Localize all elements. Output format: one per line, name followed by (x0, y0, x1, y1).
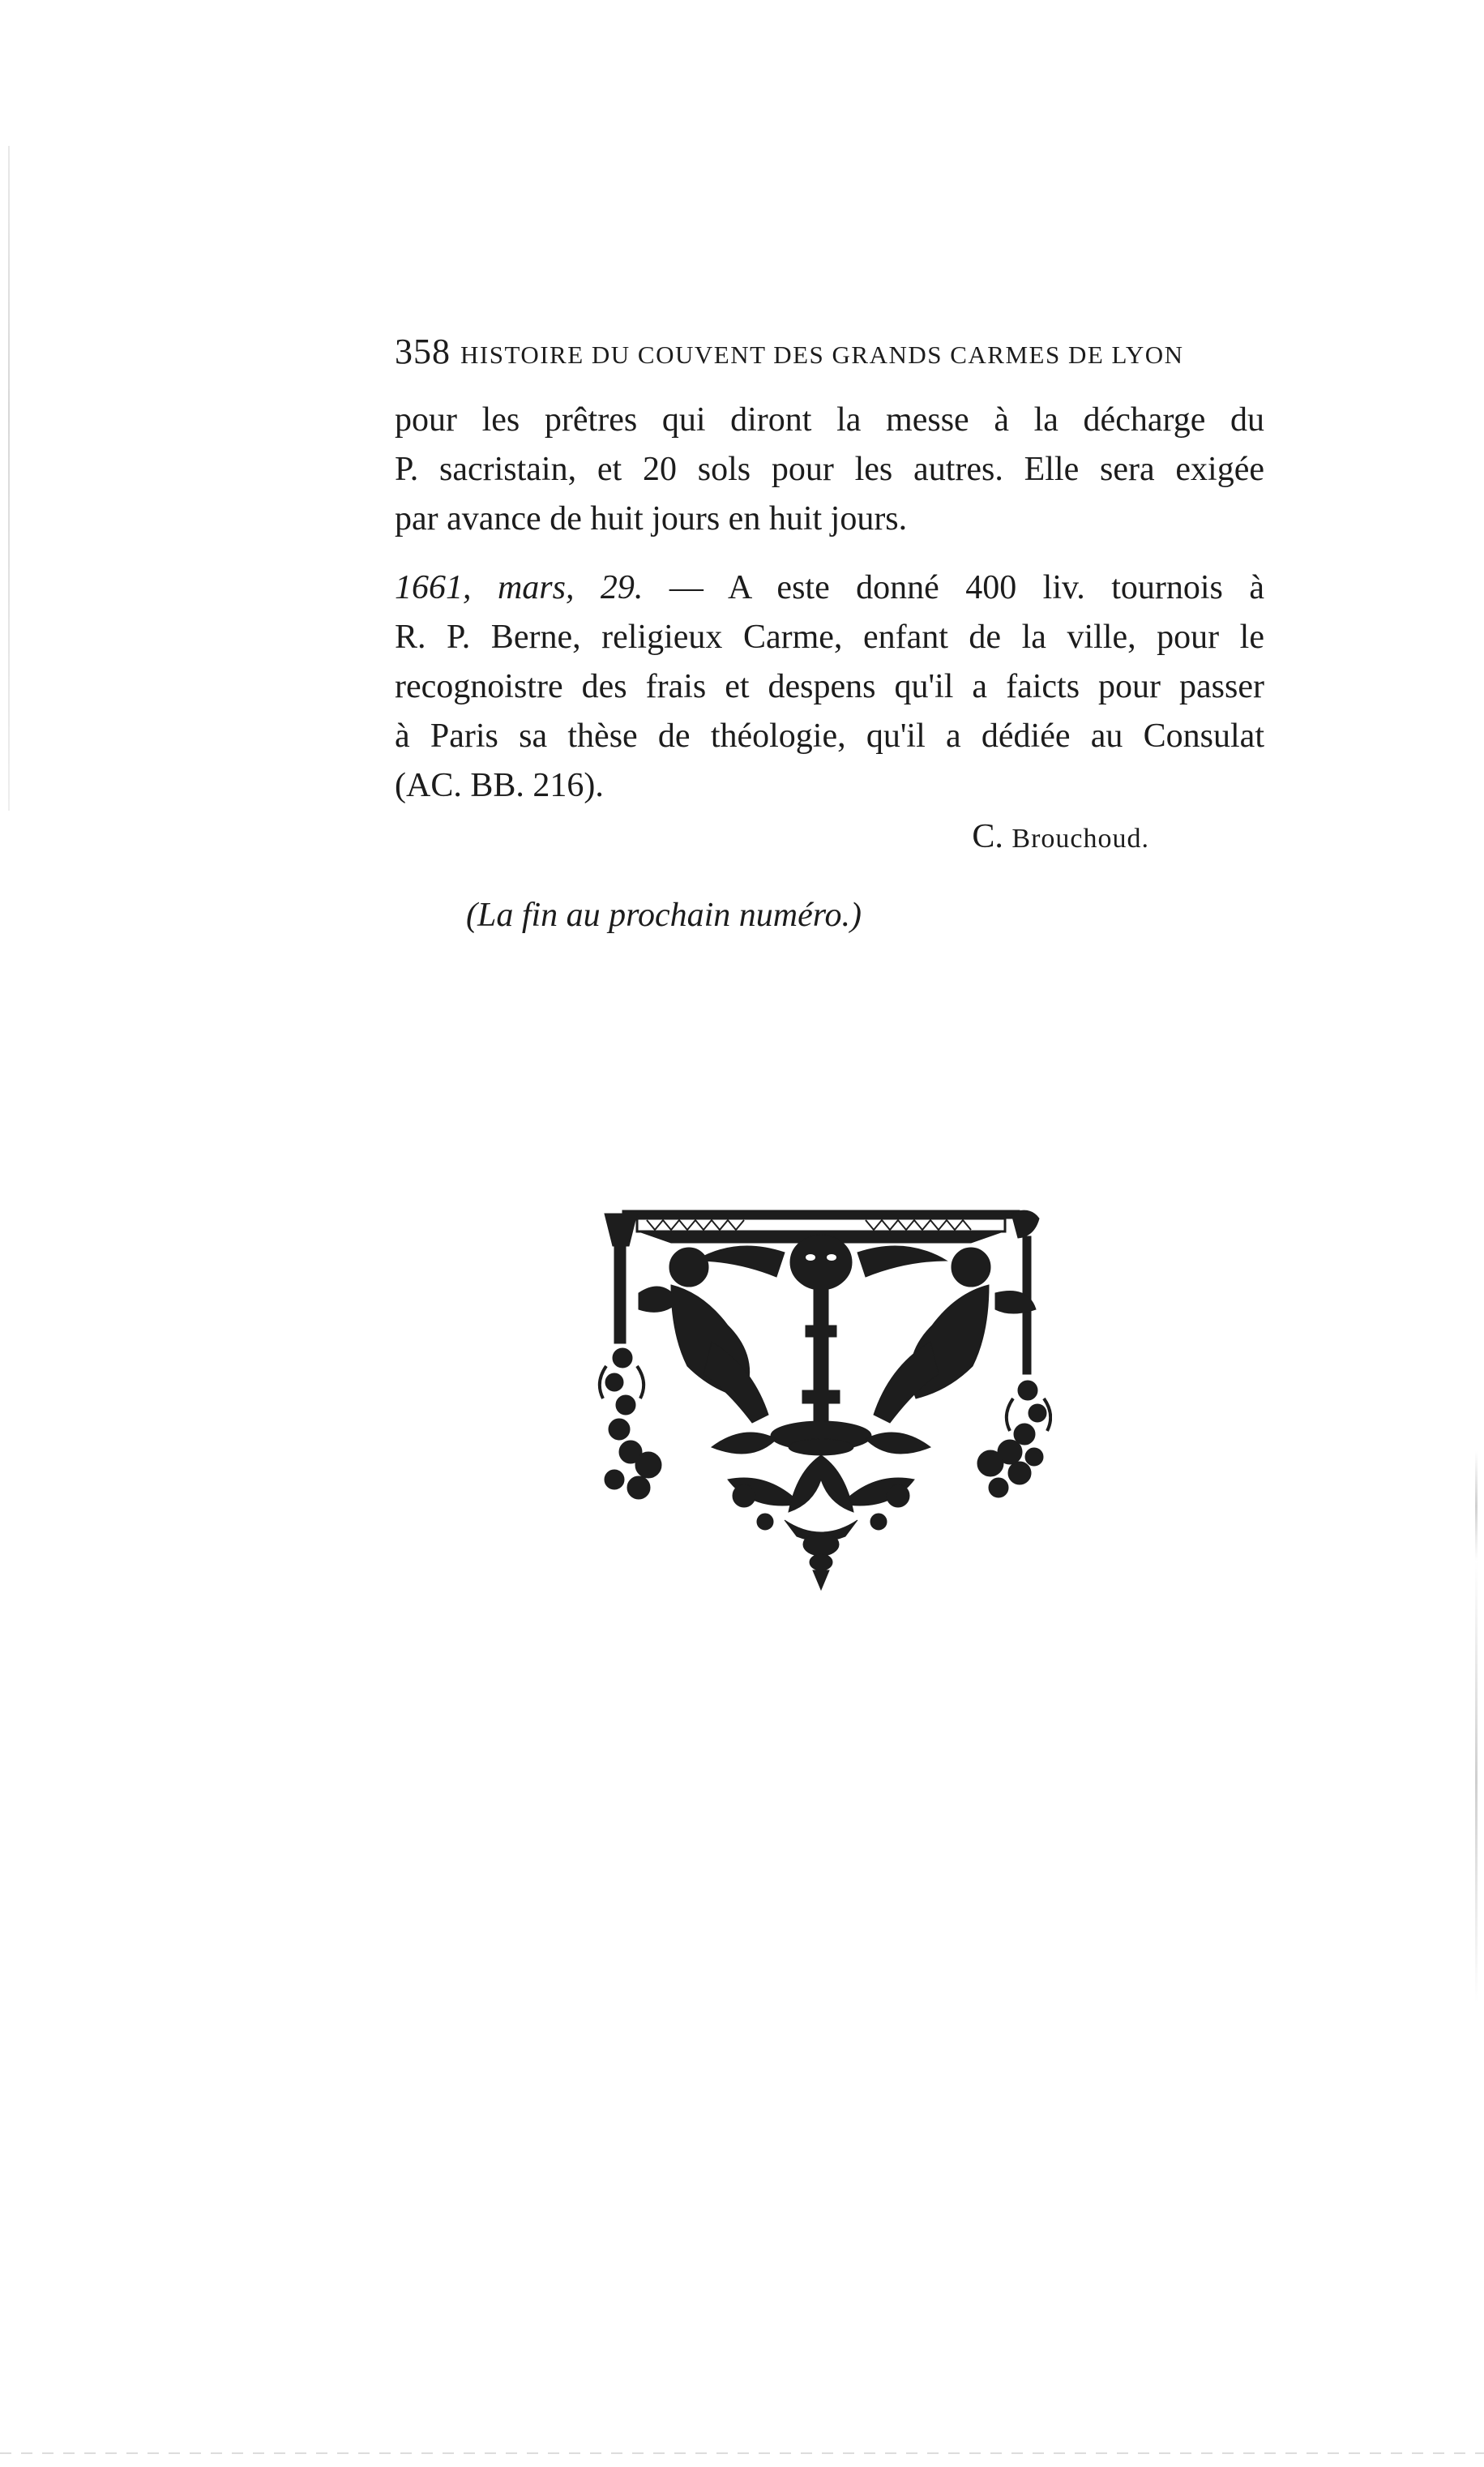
paragraph2-line-1 (395, 563, 1264, 613)
entry-text: — A este donné 400 liv. tournois à (643, 569, 1264, 606)
baroque-cherubs-vignette-icon (590, 1204, 1052, 1596)
continuation-note: (La fin au prochain numéro.) (466, 897, 862, 934)
paragraph1-line-2: P. sacristain, et 20 sols pour les autres. Elle sera exigée (395, 451, 1264, 488)
scan-edge-right (1475, 1451, 1478, 2002)
scan-edge-bottom (0, 2452, 1484, 2454)
paragraph2-line-3: recognoistre des frais et despens qu'il a faicts pour passer (395, 668, 1264, 705)
entry-date: 1661, mars, 29. (395, 569, 644, 606)
paragraph1-line-3: par avance de huit jours en huit jours. (395, 500, 908, 538)
signature-surname: Brouchoud. (1011, 824, 1149, 854)
scan-edge-left (8, 146, 10, 811)
paragraph1-line-1: pour les prêtres qui diront la messe à la décharge du (395, 401, 1264, 439)
page-number: 358 (395, 332, 451, 371)
signature-initial: C. (972, 818, 1012, 855)
paragraph2-line-5: (AC. BB. 216). (395, 767, 604, 804)
author-signature (395, 812, 1264, 862)
paragraph2-line-2: R. P. Berne, religieux Carme, enfant de la ville, pour le (395, 619, 1264, 656)
running-title: HISTOIRE DU COUVENT DES GRANDS CARMES DE LYON (460, 340, 1184, 369)
paragraph2-line-4: à Paris sa thèse de théologie, qu'il a dédiée au Consulat (395, 717, 1264, 755)
running-head (395, 331, 1270, 372)
text-block (395, 396, 1264, 940)
